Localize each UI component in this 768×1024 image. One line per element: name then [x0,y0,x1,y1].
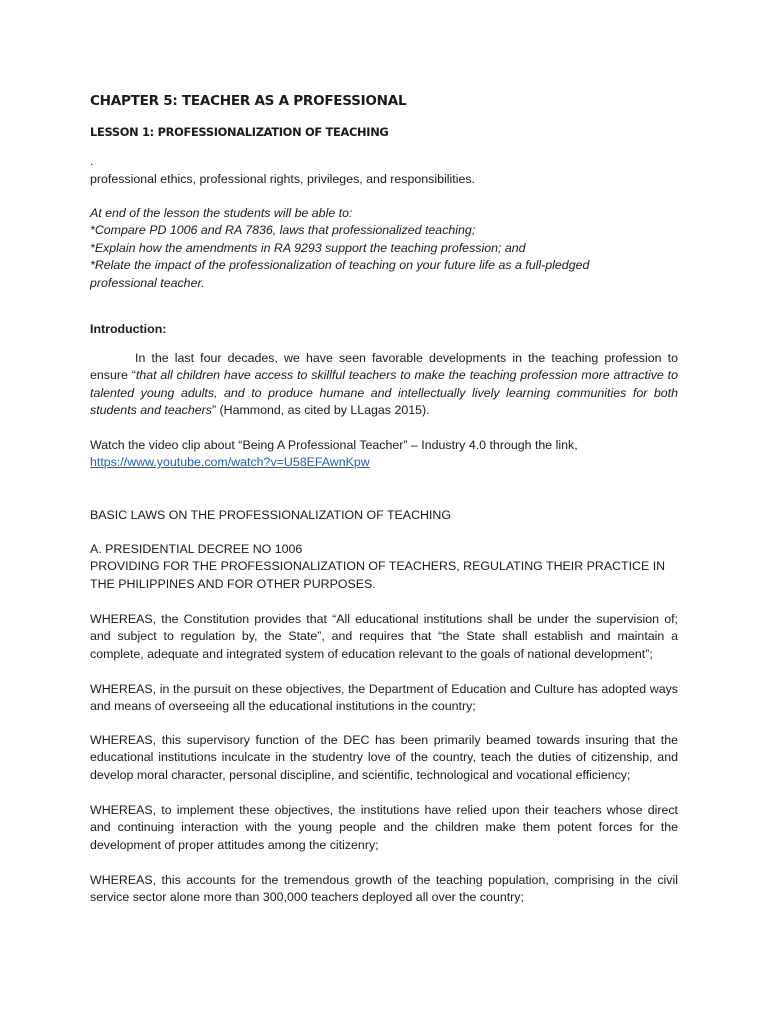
intro-quote-text: that all children have access to skillful teachers to make the teaching profession more attractive to talented young adults, and to produce humane and intellectually lively learning communities for both students and teachers [90,368,678,418]
intro-citation-text: ” (Hammond, as cited by LLagas 2015). [211,403,430,418]
dot-marker: . [90,154,94,168]
whereas-clause: WHEREAS, the Constitution provides that “All educational institutions shall be under the supervision of; and subject to regulation by, the State”, and requires that “the State shall establish and maintain a complete, adequate and integrated system of education relevant to the goals of national development”; [90,612,678,661]
introduction-heading: Introduction: [90,322,167,336]
decree-subtitle: PROVIDING FOR THE PROFESSIONALIZATION OF TEACHERS, REGULATING THEIR PRACTICE IN THE PHILIPPINES AND FOR OTHER PURPOSES. [90,559,666,591]
learning-objectives [90,205,678,292]
decree-header [90,541,678,593]
whereas-clause: WHEREAS, to implement these objectives, the institutions have relied upon their teachers whose direct and continuing interaction with the young people and the children make them potent forces for the development of proper attitudes among the citizenry; [90,803,678,852]
video-link[interactable]: https://www.youtube.com/watch?v=U58EFAwnKpw [90,455,370,469]
whereas-clause: WHEREAS, this supervisory function of the DEC has been primarily beamed towards insuring that the educational institutions inculcate in the studentry love of the country, teach the duties of citizenship, and develop moral character, personal discipline, and scientific, technological and vocational efficiency; [90,733,678,782]
introduction-paragraph [90,350,678,420]
video-link-line [90,454,678,471]
decree-title: A. PRESIDENTIAL DECREE NO 1006 [90,542,303,556]
lesson-topics: professional ethics, professional rights, privileges, and responsibilities. [90,172,475,186]
laws-heading: BASIC LAWS ON THE PROFESSIONALIZATION OF TEACHING [90,508,451,522]
objective-item: *Explain how the amendments in RA 9293 support the teaching profession; and [90,240,526,255]
objective-item: *Relate the impact of the professionalization of teaching on your future life as a full-pledged professional teacher. [90,258,590,290]
whereas-clause: WHEREAS, in the pursuit on these objectives, the Department of Education and Culture has adopted ways and means of overseeing all the educational institutions in the country; [90,682,678,714]
video-instruction: Watch the video clip about “Being A Professional Teacher” – Industry 4.0 through the link, [90,438,578,452]
objective-item: *Compare PD 1006 and RA 7836, laws that professionalized teaching; [90,223,476,238]
intro-lead-text: In the last four decades, we have seen favorable developments in the teaching profession to ensure “ [90,351,678,383]
chapter-title: CHAPTER 5: TEACHER AS A PROFESSIONAL [90,93,407,109]
objectives-intro: At end of the lesson the students will be able to: [90,206,353,220]
lesson-title: LESSON 1: PROFESSIONALIZATION OF TEACHING [90,125,389,139]
whereas-clause: WHEREAS, this accounts for the tremendous growth of the teaching population, comprising in the civil service sector alone more than 300,000 teachers deployed all over the country; [90,873,678,905]
